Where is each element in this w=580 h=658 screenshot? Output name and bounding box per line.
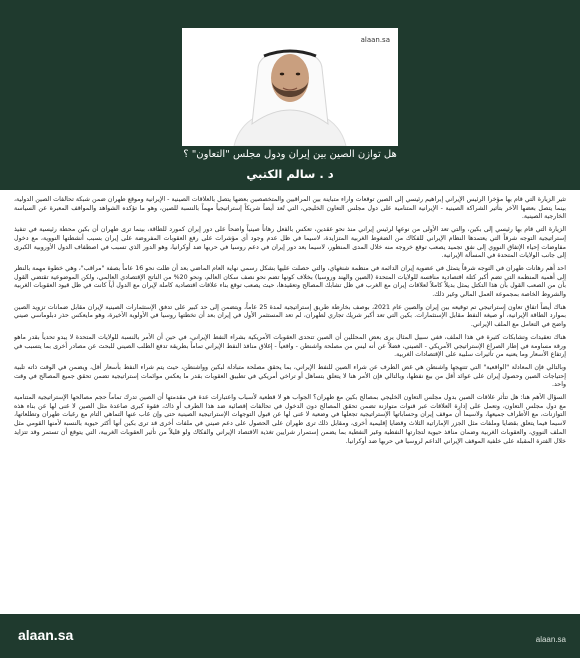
article-paragraph: وبالتالي فإن المعادلة "الواقعية" التي تتنهجها واشنطن هي غض الطرف عن شراء الصين للنفط الإيراني، بما يحقق مصلحة متبادلة لبكين وواشنطن، حيث يتم شراء النفط بأسعار أقل، ويضمن في الوقت ذاته تلبية إحتياجات الصين وحصول إيران على عوائد أقل من بيع نفطها، وبالتالي فإن الأمر هنا لا يتعلق بتساهل أو تراخي أمريكي في تطبيق العقوبات بقدر ما يعكس موائمات إستراتيجية تضمن تحقق جميع المصالح في وقت واحد. <box>14 363 566 389</box>
article-paragraph: تثير الزيارة التي قام بها مؤخراً الرئيس الإيراني إبراهيم رئيسي إلى الصين توقعات وآراء متباينة بين المراقبين والمتخصصين بعضها يتصل بالعلاقات الصينية - الإيرانية وموقع طهران ضمن شبكة تحالفات الصين الدولية، بينما يتصل بعضها الآخر بتأثير الشراكة الصينية - الإيرانية المتنامية على دول مجلس التعاون الخليجي، التي تُعد أيضاً شريكاً إستراتيجياً مهماً بالنسبة للصين، وهو ما تؤكده الشواهد والمواقف المعبرة عن السياسة الخارجية الصينية. <box>14 196 566 221</box>
page-footer <box>0 614 580 658</box>
brand-logo: alaan.sa <box>18 627 74 643</box>
header-titles <box>0 146 580 182</box>
site-url: alaan.sa <box>535 635 566 644</box>
article-header <box>0 0 580 190</box>
article-paragraph: احد أهم رهانات طهران في التوجه شرقاً يتمثل في عضوية إيران الدائمة في منظمة شنغهاي، والتي حصلت عليها بشكل رسمي نهاية العام الماضي بعد أن ظلت نحو 16 عاماً بصفة "مراقب"، وهي خطوة مهمة بالنظر إلى أهمية المنظمة التي تضم أكبر كتلة اقتصادية منافسة للولايات المتحدة (الصين والهند وروسيا) بخلاف كونها تضم نحو نصف سكان العالم، ونحو 20% من الناتج الإقتصادي العالمي، ولكن الموضوعية تقتضي القول بأن من الصعب القول بأن هذا التكتل يمثل بديلاً كاملاً لعلاقات إيران مع الغرب في ظل تشابك المصالح وتعقيدها، حيث يصعب توقع بناء علاقات اقتصادية كاملة لإيران مع الدول أياً كانت في ظل قيود العقوبات الغربية والشروط الخاصة بمجموعة العمل المالي وغير ذلك. <box>14 264 566 299</box>
article-title: هل توازن الصين بين إيران ودول مجلس "التعاون" ؟ <box>183 149 397 160</box>
article-paragraph: الزيارة التي قام بها رئيسي إلى بكين، والتي تعد الأولى من نوعها لرئيس إيراني منذ نحو عقدين، تعكس بالفعل رهاناً صينياً واضحاً على دور إيران كمورد للطاقة، بينما ترى طهران أن بكين محطة رئيسية في تنفيذ إستراتيجية التوجه شرقاً التي يعتمدها النظام الإيراني للفكاك من الضغوط الغربية المتزايدة، لاسيما في ظل عدم وجود أي مؤشرات على رفع العقوبات المفروضة على إيران بسبب أنشطتها النووية، مع دخول مفاوضات إحياء الإتفاق النووي إلى نفق تجميد يصعب توقع خروجه منه خلال المدى المنظور، لاسيما بعد دور إيران في دعم روسيا في حربها ضد أوكرانيا، وهو الدور الذي تسبب في اصطفاف الدول الأوروبية الكبرى إلى جانب الولايات المتحدة في المسألة الإيرانية. <box>14 226 566 260</box>
article-paragraph: هناك أيضاً اتفاق تعاون إستراتيجي تم توقيعه بين إيران والصين عام 2021، بوصف بخارطة طريق إستراتيجية لمدة 25 عاماً، ويتضمن إلى حد كبير على تدفق الإستثمارات الصينية لإيران مقابل ضمانات تزويد الصين بموارد الطاقة الإيرانية، أو صيغة النفط مقابل الإستثمارات. بكين التي تعد أكبر شريك تجاري لطهران، لم تعد المستثمر الأول في إيران بعد أن تخطتها روسيا في الأولوية الأخيرة، وهو مايعكس حذر دبلوماسي صيني واضح في التعامل مع الملف الإيراني. <box>14 303 566 329</box>
author-photo <box>182 28 398 146</box>
article-body <box>14 196 566 614</box>
author-name: د . سالم الكتبي <box>246 167 334 181</box>
article-paragraph: هناك تعقيدات وتشابكات كثيرة في هذا الملف، ففي سبيل المثال يرى بعض المحللين أن الصين تتحدى العقوبات الأمريكية بشراء النفط الإيراني، في حين أن الأمر بالنسبة للولايات المتحدة لا يبدو تحدياً بقدر ماهو ورقة مساومة في إطار الصراع الإستراتيجي الأمريكي - الصيني، فضلاً عن أنه ليس من مصلحة واشنطن - واقعياً - إغلاق منافذ النفط الإيراني تماماً بطريقة تدفع الطلب الصيني للبحث عن مصادر أخرى بما يتسبب في إرتفاع الأسعار وما يعنيه من تأثيرات سلبية على الإقتصادات الغربية. <box>14 333 566 359</box>
author-portrait-illustration <box>182 28 398 146</box>
article-paragraph: السؤال الأهم هنا: هل تتأثر علاقات الصين بدول مجلس التعاون الخليجي بمصالح بكين مع طهران؟ الجواب هو لا قطعية لأسباب واعتبارات عدة في مقدمتها أن الصين تدرك تماماً حجم مصالحها الإستراتيجية المتنامية مع دول مجلس التعاون، وتعمل على إدارة العلاقات عبر قنوات متوازنة تضمن تحقق المصالح دون الدخول في تحالفات إقصائية ضد هذا الطرف أو ذاك، فقوة كبرى صاعدة مثل الصين لا غنى لها عن بناء هذه التوازنات، مع الأطراف جميعها، ولاسيما أن موقف إيران وحساباتها الإستراتيجية تجعلها في وضعية لا غنى لها عن قبول التوجهات الإستراتيجية الصينية حتى وإن غاب عنها التماهي التام مع رغبات طهران وتطلعاتها، لاسيما فيما يتعلق بقضايا وملفات مثل الجزر الإماراتية الثلاث وقضايا إقليمية أخرى، ومقابل ذلك ترى طهران على الحصول على دعم صيني في ملفات أخرى قد ترى بكين أنها أكثر حيوية بالنسبة لأمنها القومي مثل الملف النووي، والعقوبات الغربية وضمان منافذ حيوية لتجارتها النفطية وغير النفطية بما يضمن إستمرار شرايين تغذية الاقتصاد الإيراني والفكاك ولو قليلاً من تأثير العقوبات الغربية، التي يتوقع أن تستمر وقد تتزايد خلال الفترة المقبلة على خلفية الموقف الإيراني الداعم لروسيا في حربها ضد أوكرانيا. <box>14 394 566 445</box>
photo-caption: alaan.sa <box>360 36 390 44</box>
